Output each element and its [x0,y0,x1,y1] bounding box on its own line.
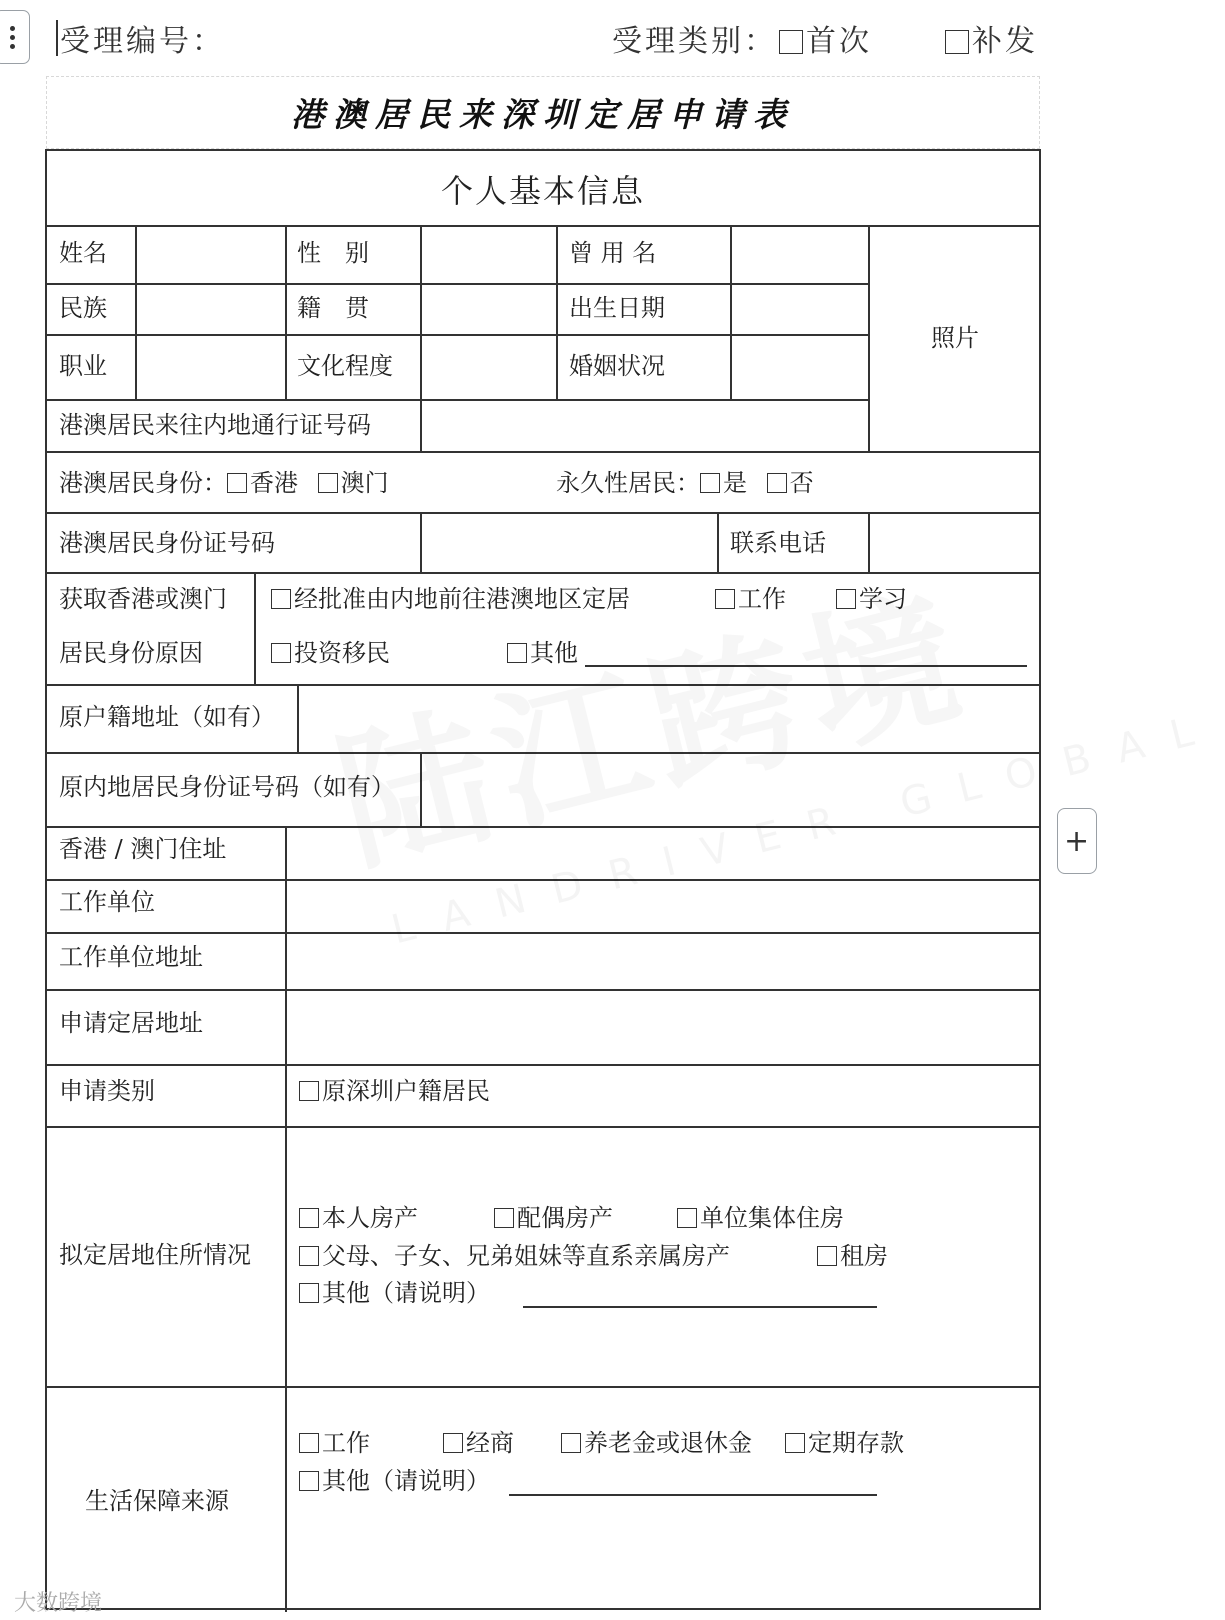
section-title: 个人基本信息 [440,172,645,210]
checkbox-icon[interactable] [299,1283,319,1303]
opt-res-unit[interactable]: 单位集体住房 [677,1206,844,1230]
opt-res-own[interactable]: 本人房产 [299,1206,418,1230]
opt-no[interactable]: 否 [767,469,814,497]
more-options-icon[interactable] [0,10,30,64]
input-employer-address[interactable] [287,934,1038,988]
label-orig-id: 原内地居民身份证号码（如有） [59,773,395,801]
label-photo: 照片 [931,324,979,352]
label-marital: 婚姻状况 [569,352,665,380]
input-permit-no[interactable] [422,401,866,450]
checkbox-icon[interactable] [227,473,247,493]
label-employer: 工作单位 [59,888,155,916]
input-orig-hukou[interactable] [299,686,1038,751]
label-settle-address: 申请定居地址 [59,1009,203,1037]
checkbox-icon[interactable] [507,643,527,663]
opt-liv-business[interactable]: 经商 [443,1431,514,1455]
credit-logo: 大数跨境 [14,1591,103,1616]
permanent-row: 永久性居民： 是 否 [556,469,814,497]
checkbox-icon[interactable] [945,30,969,54]
opt-mo[interactable]: 澳门 [318,469,389,497]
opt-reissue[interactable]: 补发 [945,16,1038,60]
checkbox-icon[interactable] [318,473,338,493]
label-ethnicity: 民族 [59,294,107,322]
opt-liv-work[interactable]: 工作 [299,1431,370,1455]
label-apply-type: 申请类别 [59,1077,155,1105]
opt-liv-other[interactable]: 其他（请说明） [299,1469,490,1493]
opt-apply-type[interactable]: 原深圳户籍居民 [299,1079,490,1103]
opt-liv-deposit[interactable]: 定期存款 [785,1431,904,1455]
input-birth-date[interactable] [732,285,866,333]
text-cursor [56,20,58,56]
checkbox-icon[interactable] [299,1081,319,1101]
opt-res-spouse[interactable]: 配偶房产 [494,1206,613,1230]
identity-row: 港澳居民身份： 香港 澳门 [59,469,389,497]
label-id-no: 港澳居民身份证号码 [59,529,275,557]
label-name: 姓名 [59,239,107,267]
checkbox-icon[interactable] [715,589,735,609]
checkbox-icon[interactable] [494,1208,514,1228]
reason-other-line[interactable] [585,665,1027,667]
form-title: 港澳居民来深圳定居申请表 [291,95,795,134]
label-hkmo-address: 香港 / 澳门住址 [59,835,227,863]
add-icon[interactable]: + [1057,808,1097,874]
accept-no-label: 受理编号： [60,24,225,59]
checkbox-icon[interactable] [299,1471,319,1491]
input-education[interactable] [422,336,554,398]
label-reason-1: 获取香港或澳门 [59,585,227,613]
input-ethnicity[interactable] [137,285,283,333]
input-phone[interactable] [870,514,1038,571]
input-settle-address[interactable] [287,991,1038,1063]
checkbox-icon[interactable] [299,1246,319,1266]
label-phone: 联系电话 [730,529,826,557]
opt-liv-pension[interactable]: 养老金或退休金 [561,1431,752,1455]
opt-res-other[interactable]: 其他（请说明） [299,1281,490,1305]
label-education: 文化程度 [297,352,393,380]
input-orig-id[interactable] [422,754,1038,825]
label-birth-date: 出生日期 [569,294,665,322]
checkbox-icon[interactable] [677,1208,697,1228]
form-title-area [46,76,1040,149]
opt-reason-study[interactable]: 学习 [836,587,907,611]
opt-reason-work[interactable]: 工作 [715,587,786,611]
checkbox-icon[interactable] [561,1433,581,1453]
checkbox-icon[interactable] [299,1433,319,1453]
opt-res-family[interactable]: 父母、子女、兄弟姐妹等直系亲属房产 [299,1244,730,1268]
checkbox-icon[interactable] [271,589,291,609]
input-name[interactable] [137,227,283,282]
input-employer[interactable] [287,881,1038,931]
opt-res-rent[interactable]: 租房 [817,1244,888,1268]
checkbox-icon[interactable] [443,1433,463,1453]
input-id-no[interactable] [422,514,716,571]
liv-other-line[interactable] [509,1494,877,1496]
label-reason-2: 居民身份原因 [59,639,203,667]
label-residence: 拟定居地住所情况 [59,1241,251,1269]
checkbox-icon[interactable] [836,589,856,609]
opt-yes[interactable]: 是 [700,469,747,497]
label-employer-address: 工作单位地址 [59,943,203,971]
checkbox-icon[interactable] [779,30,803,54]
checkbox-icon[interactable] [700,473,720,493]
label-livelihood: 生活保障来源 [85,1487,229,1515]
input-former-name[interactable] [732,227,866,282]
checkbox-icon[interactable] [767,473,787,493]
opt-reason-invest[interactable]: 投资移民 [271,641,390,665]
input-hkmo-address[interactable] [287,828,1038,878]
res-other-line[interactable] [523,1306,877,1308]
input-marital[interactable] [732,336,866,398]
opt-reason-approved[interactable]: 经批准由内地前往港澳地区定居 [271,587,630,611]
label-orig-hukou: 原户籍地址（如有） [59,703,275,731]
checkbox-icon[interactable] [271,643,291,663]
input-native-place[interactable] [422,285,554,333]
opt-first[interactable]: 首次 [779,16,872,60]
accept-type-label: 受理类别： [612,24,777,59]
input-occupation[interactable] [137,336,283,398]
opt-hk[interactable]: 香港 [227,469,298,497]
label-gender: 性 别 [297,239,369,267]
checkbox-icon[interactable] [817,1246,837,1266]
label-native-place: 籍 贯 [297,294,369,322]
input-gender[interactable] [422,227,554,282]
label-permit-no: 港澳居民来往内地通行证号码 [59,411,371,439]
opt-reason-other[interactable]: 其他 [507,641,578,665]
application-form [45,149,1041,1610]
checkbox-icon[interactable] [785,1433,805,1453]
label-former-name: 曾 用 名 [569,239,657,267]
checkbox-icon[interactable] [299,1208,319,1228]
label-occupation: 职业 [59,352,107,380]
